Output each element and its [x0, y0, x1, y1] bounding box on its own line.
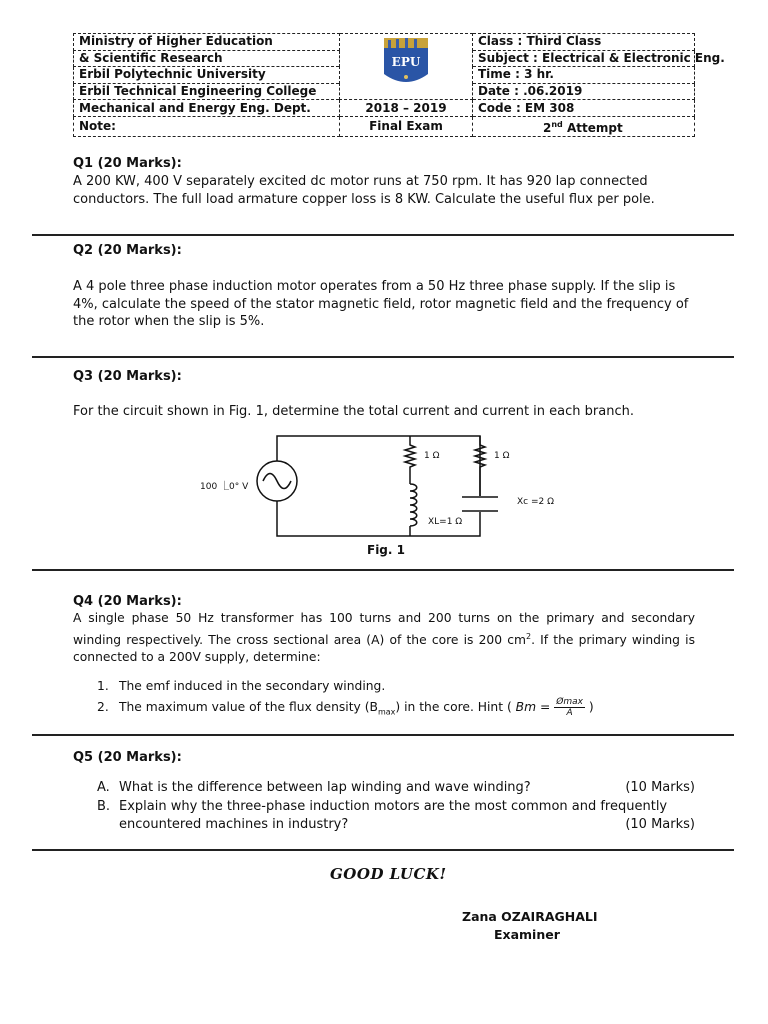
logo-text: EPU	[391, 54, 421, 69]
inductor-icon	[410, 484, 417, 526]
q5-a-label: A.	[97, 780, 110, 795]
header-date: Date : .06.2019	[473, 83, 695, 100]
header-research: & Scientific Research	[74, 50, 340, 67]
q5-a-marks: (10 Marks)	[625, 780, 695, 795]
examiner-name: Zana OZAIRAGHALI	[462, 909, 598, 924]
divider-5	[32, 849, 734, 851]
hint-formula	[516, 697, 585, 718]
q5-b-label: B.	[97, 799, 111, 814]
divider-1	[32, 234, 734, 236]
header-subject: Subject : Electrical & Electronic Eng.	[473, 50, 695, 67]
header-attempt	[473, 116, 695, 136]
hint-numerator: Ømax	[556, 697, 583, 707]
q5-b-text-line-2: encountered machines in industry?	[119, 817, 349, 832]
q5-a-text: What is the difference between lap winding and wave winding?	[119, 780, 531, 795]
r1-label: 1 Ω	[424, 451, 440, 461]
header-class: Class : Third Class	[473, 34, 695, 51]
attempt-number: 2	[543, 120, 552, 135]
header-exam-type: Final Exam	[340, 116, 473, 136]
examiner-role: Examiner	[494, 927, 560, 942]
q4-text	[73, 610, 695, 667]
q4-item-2-text-b: ) in the core. Hint (	[395, 700, 512, 714]
figure-caption: Fig. 1	[367, 543, 405, 557]
good-luck-text: GOOD LUCK!	[330, 865, 447, 883]
q3-text: For the circuit shown in Fig. 1, determine the total current and current in each branch.	[73, 404, 634, 419]
header-department: Mechanical and Energy Eng. Dept.	[74, 100, 340, 117]
q1-title: Q1 (20 Marks):	[73, 156, 182, 171]
q2-text: A 4 pole three phase induction motor operates from a 50 Hz three phase supply. If the slip is 4%, calculate the speed of the stator magnetic field, rotor magnetic field and the frequency of the rotor when the slip is 5%.	[73, 279, 689, 329]
exam-header-table	[73, 33, 725, 137]
xl-label: XL=1 Ω	[428, 517, 463, 527]
q4-item-2-subscript: max	[377, 707, 396, 717]
q5-item-b	[97, 798, 695, 816]
q1-text: A 200 KW, 400 V separately excited dc motor runs at 750 rpm. It has 920 lap connected conductors. The full load armature copper loss is 8 KW. Calculate the useful flux per pole.	[73, 174, 655, 207]
q2-title: Q2 (20 Marks):	[73, 243, 182, 258]
header-university: Erbil Polytechnic University	[74, 67, 340, 84]
header-note: Note:	[74, 116, 340, 136]
q4-item-2: 2. The maximum value of the flux density $(B_{max})$ in the core. Hint ( Bm = Ømax A )	[97, 697, 594, 718]
q5-item-b-cont	[119, 816, 695, 834]
r2-label: 1 Ω	[494, 451, 510, 461]
epu-logo-icon	[378, 36, 434, 94]
q3-title: Q3 (20 Marks):	[73, 369, 182, 384]
header-year: 2018 – 2019	[340, 100, 473, 117]
source-label: 100 ⎿0° V	[200, 482, 249, 492]
university-logo	[340, 34, 473, 100]
q5-item-a	[97, 779, 695, 797]
divider-3	[32, 569, 734, 571]
hint-denominator: A	[566, 708, 573, 718]
q4-item-1-text: The emf induced in the secondary winding.	[119, 679, 386, 693]
xc-label: Xc =2 Ω	[517, 497, 554, 507]
q5-b-marks: (10 Marks)	[625, 817, 695, 832]
circuit-wire-top	[277, 436, 480, 496]
divider-2	[32, 356, 734, 358]
header-time: Time : 3 hr.	[473, 67, 695, 84]
divider-4	[32, 734, 734, 736]
q4-text-part-a: A single phase 50 Hz transformer has 100 turns and 200 turns on the primary and secondary winding respectively. The cross sectional area (A) of the core is 200 cm	[73, 611, 695, 647]
q4-title: Q4 (20 Marks):	[73, 594, 182, 609]
q4-text-superscript: 2	[525, 631, 532, 641]
header-ministry: Ministry of Higher Education	[74, 34, 340, 51]
header-code: Code : EM 308	[473, 100, 695, 117]
resistor-1-icon	[405, 436, 415, 484]
header-college: Erbil Technical Engineering College	[74, 83, 340, 100]
q4-item-1: 1. The emf induced in the secondary winding.	[97, 679, 386, 693]
attempt-word: Attempt	[562, 120, 623, 135]
q4-item-2-text-c: )	[588, 700, 594, 714]
q5-b-text-line-1: Explain why the three-phase induction motors are the most common and frequently	[119, 799, 668, 814]
q5-title: Q5 (20 Marks):	[73, 750, 182, 765]
hint-lhs: Bm =	[515, 700, 551, 714]
q4-text-part-b: . If the primary winding is connected to a 200V supply, determine:	[73, 632, 695, 665]
q4-item-2-text-a: The maximum value of the flux density (B	[119, 700, 378, 714]
attempt-suffix: nd	[551, 119, 563, 129]
